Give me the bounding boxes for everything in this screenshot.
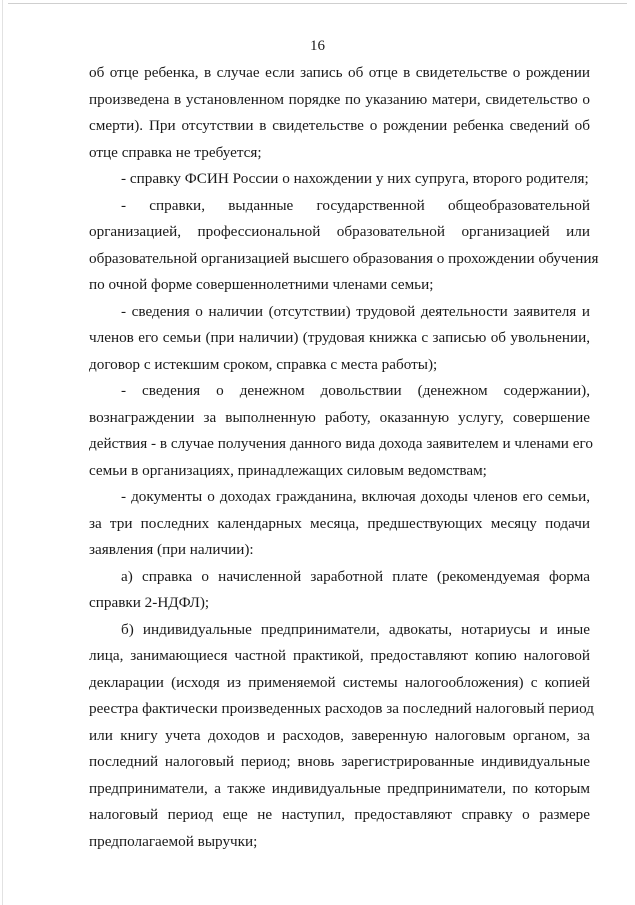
text-line: вознаграждении за выполненную работу, оказанную услугу, совершение xyxy=(89,408,590,426)
text-line: налоговый период еще не наступил, предоставляют справку о размере xyxy=(89,806,590,823)
text-line: - документы о доходах гражданина, включая доходы членов его семьи, xyxy=(121,488,590,505)
text-line: или книгу учета доходов и расходов, заверенную налоговым органом, за xyxy=(89,726,590,744)
text-line: действия - в случае получения данного вида дохода заявителем и членами его xyxy=(89,435,593,452)
text-line: заявления (при наличии): xyxy=(89,541,254,558)
text-line: по очной форме совершеннолетними членами семьи; xyxy=(89,276,434,293)
text-line: последний налоговый период; вновь зарегистрированные индивидуальные xyxy=(89,753,590,770)
text-line: за три последних календарных месяца, предшествующих месяцу подачи xyxy=(89,514,590,532)
text-line: - сведения о денежном довольствии (денежном содержании), xyxy=(121,382,590,399)
text-line: организацией, профессиональной образовательной организацией или xyxy=(89,223,590,240)
text-line: декларации (исходя из применяемой системы налогообложения) с копией xyxy=(89,673,590,691)
scan-top-border xyxy=(8,3,627,4)
text-line: отце справка не требуется; xyxy=(89,143,262,161)
page-number: 16 xyxy=(310,38,325,54)
text-line: образовательной организацией высшего образования о прохождении обучения xyxy=(89,249,599,267)
text-line: а) справка о начисленной заработной плате (рекомендуемая форма xyxy=(121,567,590,585)
text-line: смерти). При отсутствии в свидетельстве о рождении ребенка сведений об xyxy=(89,117,590,134)
text-line: предполагаемой выручки; xyxy=(89,832,258,850)
text-line: договор с истекшим сроком, справка с места работы); xyxy=(89,355,438,373)
text-line: - сведения о наличии (отсутствии) трудовой деятельности заявителя и xyxy=(121,302,590,320)
document-body-text xyxy=(89,60,599,855)
text-line: б) индивидуальные предприниматели, адвокаты, нотариусы и иные xyxy=(121,620,590,638)
text-line: предприниматели, а также индивидуальные предприниматели, по которым xyxy=(89,779,590,797)
text-line: семьи в организациях, принадлежащих силовым ведомствам; xyxy=(89,461,487,479)
text-line: об отце ребенка, в случае если запись об отце в свидетельстве о рождении xyxy=(89,64,590,81)
text-line: членов его семьи (при наличии) (трудовая книжка с записью об увольнении, xyxy=(89,329,590,346)
text-line: лица, занимающиеся частной практикой, предоставляют копию налоговой xyxy=(89,647,590,664)
text-line: реестра фактически произведенных расходов за последний налоговый период xyxy=(89,700,594,717)
text-line: - справку ФСИН России о нахождении у них супруга, второго родителя; xyxy=(121,170,589,187)
text-line: произведена в установленном порядке по указанию матери, свидетельство о xyxy=(89,90,590,108)
scan-left-border xyxy=(2,0,3,905)
text-line: - справки, выданные государственной общеобразовательной xyxy=(121,196,590,214)
text-line: справки 2-НДФЛ); xyxy=(89,594,210,611)
